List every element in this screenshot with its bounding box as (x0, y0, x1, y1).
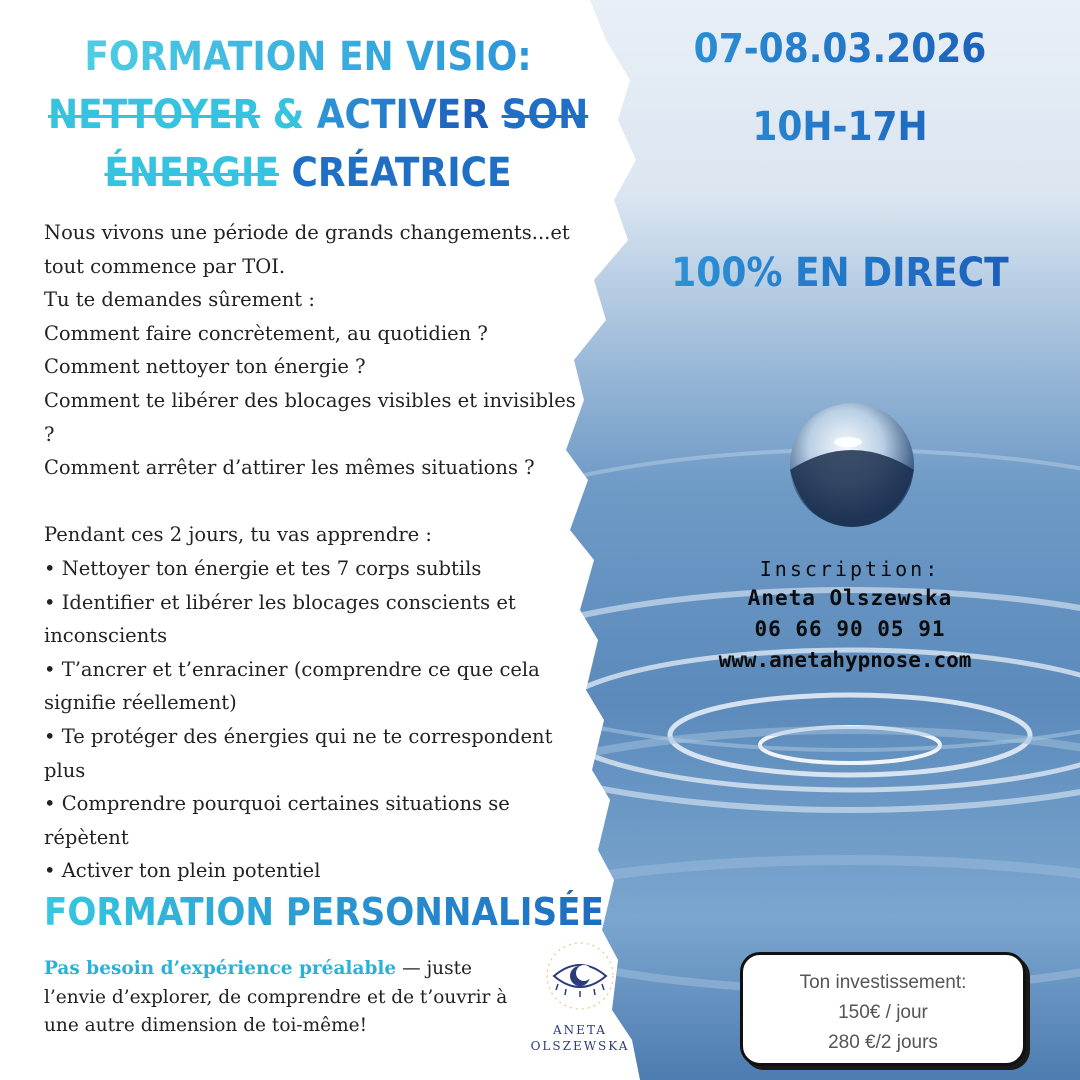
logo-name-first: ANETA (553, 1023, 607, 1037)
event-date: 07-08.03.2026 (640, 26, 1040, 72)
subtitle-personnalisee: FORMATION PERSONNALISÉE (44, 890, 604, 934)
intro-line: Nous vivons une période de grands changements...et tout commence par TOI. (44, 221, 570, 278)
logo (520, 940, 630, 1060)
note-text: — juste l’envie d’explorer, de comprendre et de t’ouvrir à une autre dimension de toi-même! (44, 958, 508, 1036)
intro-line: Comment nettoyer ton énergie ? (44, 355, 366, 379)
intro-line: Comment arrêter d’attirer les mêmes situations ? (44, 456, 535, 480)
event-mode: 100% EN DIRECT (640, 250, 1040, 296)
logo-name-last: OLSZEWSKA (530, 1039, 630, 1053)
experience-note (44, 955, 524, 1041)
learn-item: • T’ancrer et t’enraciner (comprendre ce que cela signifie réellement) (44, 657, 540, 715)
intro-line: Tu te demandes sûrement : (44, 288, 315, 312)
intro-line: Comment faire concrètement, au quotidien ? (44, 321, 488, 345)
title-word-creatrice: CRÉATRICE (291, 150, 512, 196)
title-line-2 (48, 86, 589, 144)
title-word-nettoyer: NETTOYER (48, 92, 261, 138)
title-line-1: FORMATION EN VISIO: (48, 28, 568, 86)
inscription-website[interactable]: www.anetahypnose.com (718, 648, 972, 672)
event-hours: 10H-17H (640, 104, 1040, 150)
price-box (740, 952, 1026, 1066)
description (44, 216, 584, 888)
title-word-energie: ÉNERGIE (104, 150, 279, 196)
learn-item: • Te protéger des énergies qui ne te correspondent plus (44, 724, 553, 782)
learn-item: • Comprendre pourquoi certaines situations se répètent (44, 792, 510, 849)
page-title (48, 28, 589, 202)
eye-moon-icon (544, 940, 616, 1020)
learn-item: • Activer ton plein potentiel (44, 859, 321, 883)
learn-item: • Identifier et libérer les blocages conscients et inconscients (44, 590, 516, 648)
title-ampersand: & (272, 92, 317, 138)
title-word-son: SON (501, 92, 589, 138)
price-label: Ton investissement: (799, 972, 967, 993)
price-per-day: 150€ / jour (838, 1002, 928, 1023)
inscription-phone[interactable]: 06 66 90 05 91 (754, 617, 946, 641)
spacer (44, 485, 584, 519)
logo-name (520, 1022, 640, 1054)
inscription-block (660, 555, 1040, 676)
intro-line: Comment te libérer des blocages visibles et invisibles ? (44, 388, 576, 446)
learn-item: • Nettoyer ton énergie et tes 7 corps subtils (44, 556, 482, 580)
learn-intro: Pendant ces 2 jours, tu vas apprendre : (44, 523, 432, 547)
price-two-days: 280 €/2 jours (828, 1032, 938, 1053)
inscription-name: Aneta Olszewska (747, 586, 953, 610)
title-word-activer: ACTIVER (316, 92, 490, 138)
inscription-label: Inscription: (759, 557, 941, 581)
title-line-3 (48, 144, 568, 202)
note-highlight: Pas besoin d’expérience préalable (44, 958, 397, 979)
